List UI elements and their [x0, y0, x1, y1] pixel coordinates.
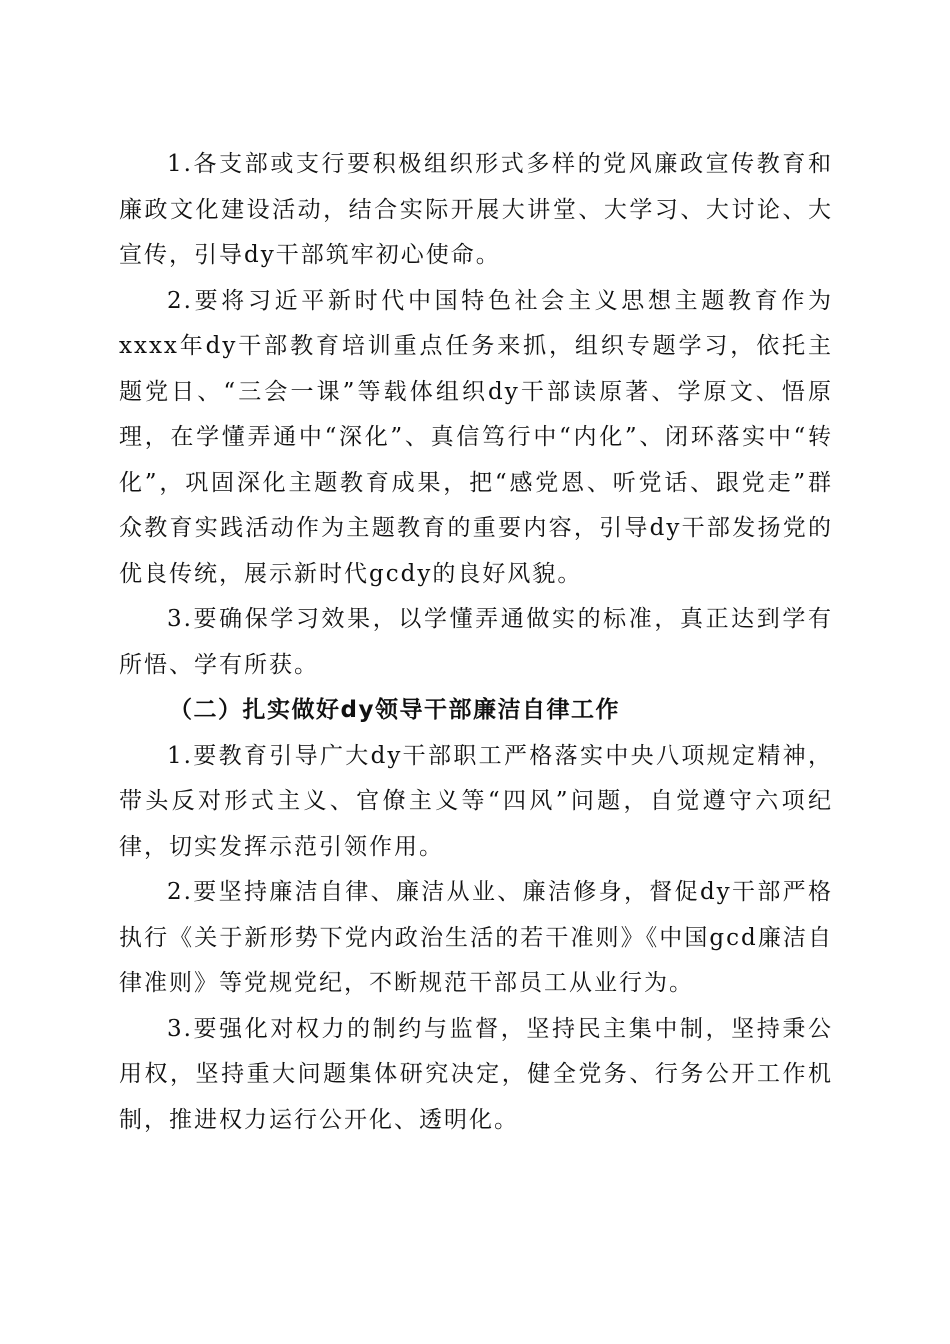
paragraph-2: 2.要将习近平新时代中国特色社会主义思想主题教育作为xxxx年dy干部教育培训重点任务来抓，组织专题学习，依托主题党日、“三会一课”等载体组织dy干部读原著、学原文、悟原理，在学懂弄通中“深化”、真信笃行中“内化”、闭环落实中“转化”，巩固深化主题教育成果，把“感党恩、听党话、跟党走”群众教育实践活动作为主题教育的重要内容，引导dy干部发扬党的优良传统，展示新时代gcdy的良好风貌。 [119, 287, 833, 587]
paragraph-6: 3.要强化对权力的制约与监督，坚持民主集中制，坚持秉公用权，坚持重大问题集体研究决定，健全党务、行务公开工作机制，推进权力运行公开化、透明化。 [119, 1015, 833, 1133]
paragraph-5: 2.要坚持廉洁自律、廉洁从业、廉洁修身，督促dy干部严格执行《关于新形势下党内政治生活的若干准则》《中国gcd廉洁自律准则》等党规党纪，不断规范干部员工从业行为。 [119, 879, 833, 996]
paragraph-4: 1.要教育引导广大dy干部职工严格落实中央八项规定精神，带头反对形式主义、官僚主义等“四风”问题，自觉遵守六项纪律，切实发挥示范引领作用。 [119, 742, 833, 860]
paragraph-3: 3.要确保学习效果，以学懂弄通做实的标准，真正达到学有所悟、学有所获。 [119, 606, 833, 678]
section-heading: （二）扎实做好dy领导干部廉洁自律工作 [169, 697, 620, 723]
document-body [119, 142, 833, 1143]
paragraph-1: 1.各支部或支行要积极组织形式多样的党风廉政宣传教育和廉政文化建设活动，结合实际开展大讲堂、大学习、大讨论、大宣传，引导dy干部筑牢初心使命。 [119, 151, 833, 268]
